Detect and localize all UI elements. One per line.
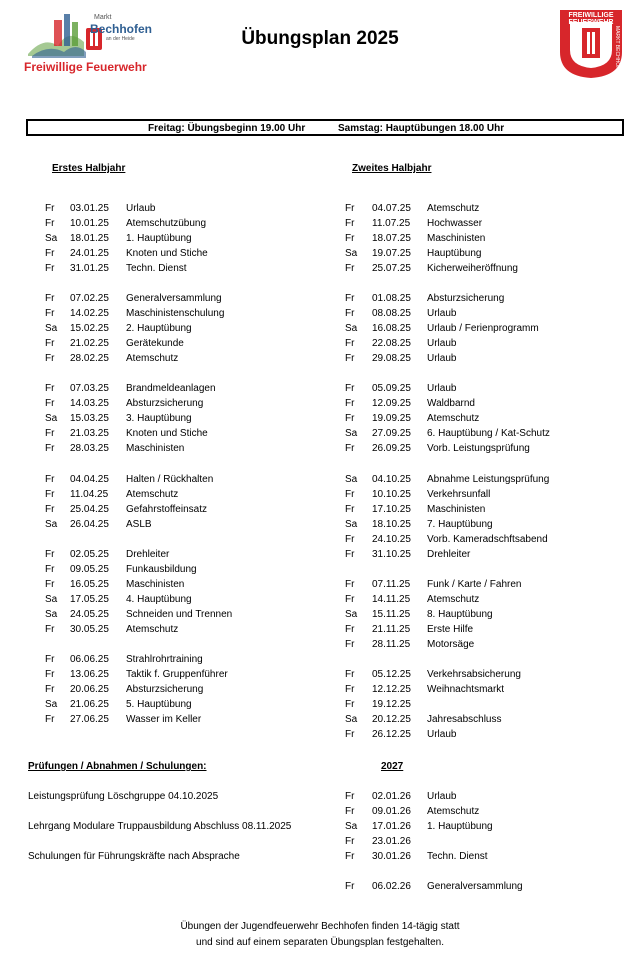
hours-banner [26,119,624,136]
topic-cell: Waldbarnd [427,398,475,409]
logo-line-heide: an der Heide [106,36,135,42]
date-cell: 10.01.25 [70,218,109,229]
topic-cell: 6. Hauptübung / Kat-Schutz [427,428,550,439]
topic-cell: Vorb. Leistungsprüfung [427,443,530,454]
topic-cell: Absturzsicherung [126,398,204,409]
date-cell: 14.02.25 [70,308,109,319]
day-cell: Fr [345,594,355,605]
topic-cell: 1. Hauptübung [126,233,192,244]
day-cell: Fr [45,684,55,695]
day-cell: Fr [45,579,55,590]
topic-cell: Motorsäge [427,639,475,650]
date-cell: 19.09.25 [372,413,411,424]
date-cell: 15.02.25 [70,323,109,334]
date-cell: 19.07.25 [372,248,411,259]
topic-cell: Absturzsicherung [126,684,204,695]
topic-cell: Hochwasser [427,218,483,229]
day-cell: Fr [45,489,55,500]
topic-cell: Atemschutz [427,203,480,214]
topic-cell: Maschinisten [427,233,486,244]
day-cell: Fr [45,714,55,725]
day-cell: Fr [345,791,355,802]
date-cell: 21.11.25 [372,624,411,635]
topic-cell: 1. Hauptübung [427,821,493,832]
exams-heading: Prüfungen / Abnahmen / Schulungen: [28,761,207,772]
day-cell: Fr [345,443,355,454]
date-cell: 29.08.25 [372,353,411,364]
topic-cell: 7. Hauptübung [427,519,493,530]
date-cell: 13.06.25 [70,669,109,680]
day-cell: Sa [45,609,58,620]
day-cell: Fr [45,293,55,304]
day-cell: Fr [45,443,55,454]
topic-cell: Taktik f. Gruppenführer [126,669,228,680]
day-cell: Fr [45,218,55,229]
topic-cell: Knoten und Stiche [126,248,208,259]
date-cell: 07.03.25 [70,383,109,394]
topic-cell: Kicherweiheröffnung [427,263,518,274]
topic-cell: Weihnachtsmarkt [427,684,505,695]
day-cell: Sa [345,248,358,259]
date-cell: 26.04.25 [70,519,109,530]
date-cell: 28.11.25 [372,639,411,650]
topic-cell: Atemschutzübung [126,218,207,229]
year-2027-heading: 2027 [381,761,404,772]
day-cell: Fr [345,353,355,364]
topic-cell: Gerätekunde [126,338,184,349]
footer-note [0,919,640,951]
topic-cell: 2. Hauptübung [126,323,192,334]
day-cell: Fr [45,504,55,515]
day-cell: Fr [345,699,355,710]
date-cell: 15.03.25 [70,413,109,424]
date-cell: 17.01.26 [372,821,411,832]
day-cell: Fr [45,564,55,575]
topic-cell: 4. Hauptübung [126,594,192,605]
topic-cell: Atemschutz [126,489,179,500]
topic-cell: ASLB [126,519,152,530]
day-cell: Sa [45,699,58,710]
date-cell: 31.01.25 [70,263,109,274]
friday-hours: Freitag: Übungsbeginn 19.00 Uhr [148,123,306,134]
date-cell: 20.06.25 [70,684,109,695]
day-cell: Fr [45,248,55,259]
date-cell: 09.01.26 [372,806,411,817]
day-cell: Fr [345,881,355,892]
date-cell: 02.05.25 [70,549,109,560]
date-cell: 30.05.25 [70,624,109,635]
topic-cell: Techn. Dienst [427,851,488,862]
topic-cell: Knoten und Stiche [126,428,208,439]
date-cell: 09.05.25 [70,564,109,575]
date-cell: 07.11.25 [372,579,411,590]
topic-cell: Generalversammlung [427,881,523,892]
day-cell: Fr [345,218,355,229]
day-cell: Fr [345,534,355,545]
date-cell: 06.02.26 [372,881,411,892]
first-half-heading: Erstes Halbjahr [52,163,126,174]
date-cell: 28.02.25 [70,353,109,364]
logo-line-markt: Markt [94,14,112,21]
day-cell: Fr [45,624,55,635]
topic-cell: Verkehrsunfall [427,489,491,500]
topic-cell: Drehleiter [427,549,471,560]
topic-cell: 5. Hauptübung [126,699,192,710]
topic-cell: Hauptübung [427,248,482,259]
date-cell: 01.08.25 [372,293,411,304]
day-cell: Fr [345,806,355,817]
date-cell: 05.12.25 [372,669,411,680]
day-cell: Fr [45,669,55,680]
page-title: Übungsplan 2025 [241,28,399,49]
day-cell: Fr [45,549,55,560]
date-cell: 22.08.25 [372,338,411,349]
day-cell: Fr [345,639,355,650]
date-cell: 25.04.25 [70,504,109,515]
day-cell: Sa [345,428,358,439]
date-cell: 11.04.25 [70,489,109,500]
day-cell: Sa [45,413,58,424]
badge-arc-bottom: MARKT BECHHOFEN [614,26,620,77]
day-cell: Fr [45,654,55,665]
day-cell: Fr [345,624,355,635]
day-cell: Fr [45,474,55,485]
date-cell: 20.12.25 [372,714,411,725]
day-cell: Fr [345,308,355,319]
date-cell: 04.10.25 [372,474,411,485]
topic-cell: Urlaub [427,383,457,394]
date-cell: 28.03.25 [70,443,109,454]
date-cell: 27.06.25 [70,714,109,725]
topic-cell: Urlaub [427,791,457,802]
topic-cell: Funk / Karte / Fahren [427,579,522,590]
date-cell: 04.07.25 [372,203,411,214]
topic-cell: Jahresabschluss [427,714,502,725]
day-cell: Fr [345,233,355,244]
day-cell: Fr [345,383,355,394]
day-cell: Fr [345,413,355,424]
feuerwehr-badge-logo [558,8,624,80]
date-cell: 26.09.25 [372,443,411,454]
second-half-heading: Zweites Halbjahr [352,163,432,174]
topic-cell: Strahlrohrtraining [126,654,203,665]
topic-cell: Maschinistenschulung [126,308,225,319]
day-cell: Fr [345,579,355,590]
topic-cell: 3. Hauptübung [126,413,192,424]
date-cell: 03.01.25 [70,203,109,214]
day-cell: Fr [345,293,355,304]
date-cell: 24.05.25 [70,609,109,620]
day-cell: Fr [345,489,355,500]
topic-cell: Atemschutz [126,624,179,635]
date-cell: 14.03.25 [70,398,109,409]
topic-cell: Atemschutz [427,413,480,424]
day-cell: Fr [45,338,55,349]
date-cell: 21.06.25 [70,699,109,710]
topic-cell: Urlaub [427,353,457,364]
date-cell: 08.08.25 [372,308,411,319]
day-cell: Fr [45,398,55,409]
topic-cell: Verkehrsabsicherung [427,669,521,680]
topic-cell: Drehleiter [126,549,170,560]
day-cell: Fr [45,353,55,364]
topic-cell: Urlaub [427,338,457,349]
topic-cell: Urlaub [126,203,156,214]
topic-cell: Generalversammlung [126,293,222,304]
date-cell: 07.02.25 [70,293,109,304]
date-cell: 26.12.25 [372,729,411,740]
logo-line-feuerwehr: Freiwillige Feuerwehr [24,60,147,74]
date-cell: 17.05.25 [70,594,109,605]
topic-cell: Urlaub [427,729,457,740]
date-cell: 06.06.25 [70,654,109,665]
topic-cell: Atemschutz [126,353,179,364]
date-cell: 18.01.25 [70,233,109,244]
logo-line-bechhofen: Bechhofen [90,22,153,36]
day-cell: Sa [345,609,358,620]
topic-cell: Halten / Rückhalten [126,474,214,485]
day-cell: Fr [45,428,55,439]
day-cell: Sa [345,821,358,832]
exam-item: Lehrgang Modulare Truppausbildung Abschluss 08.11.2025 [28,821,292,832]
day-cell: Sa [345,519,358,530]
day-cell: Sa [345,474,358,485]
day-cell: Fr [45,308,55,319]
topic-cell: Wasser im Keller [126,714,202,725]
day-cell: Sa [45,594,58,605]
topic-cell: Urlaub / Ferienprogramm [427,323,539,334]
day-cell: Fr [345,684,355,695]
topic-cell: Techn. Dienst [126,263,187,274]
topic-cell: 8. Hauptübung [427,609,493,620]
topic-cell: Funkausbildung [126,564,197,575]
date-cell: 27.09.25 [372,428,411,439]
day-cell: Fr [345,851,355,862]
day-cell: Sa [45,519,58,530]
topic-cell: Gefahrstoffeinsatz [126,504,207,515]
topic-cell: Urlaub [427,308,457,319]
day-cell: Fr [345,504,355,515]
date-cell: 24.01.25 [70,248,109,259]
topic-cell: Erste Hilfe [427,624,474,635]
date-cell: 02.01.26 [372,791,411,802]
date-cell: 18.10.25 [372,519,411,530]
date-cell: 15.11.25 [372,609,411,620]
day-cell: Fr [345,203,355,214]
day-cell: Fr [345,338,355,349]
day-cell: Fr [345,669,355,680]
day-cell: Fr [45,203,55,214]
day-cell: Fr [45,383,55,394]
date-cell: 05.09.25 [372,383,411,394]
topic-cell: Maschinisten [427,504,486,515]
exam-item: Leistungsprüfung Löschgruppe 04.10.2025 [28,791,219,802]
day-cell: Fr [345,263,355,274]
topic-cell: Maschinisten [126,443,185,454]
date-cell: 30.01.26 [372,851,411,862]
footer-line-2: und sind auf einem separaten Übungsplan festgehalten. [196,937,444,948]
date-cell: 17.10.25 [372,504,411,515]
topic-cell: Brandmeldeanlagen [126,383,216,394]
exam-item: Schulungen für Führungskräfte nach Absprache [28,851,240,862]
topic-cell: Atemschutz [427,594,480,605]
date-cell: 25.07.25 [372,263,411,274]
day-cell: Sa [345,714,358,725]
footer-line-1: Übungen der Jugendfeuerwehr Bechhofen finden 14-tägig statt [180,921,460,932]
topic-cell: Abnahme Leistungsprüfung [427,474,550,485]
date-cell: 16.05.25 [70,579,109,590]
topic-cell: Vorb. Kameradschftsabend [427,534,548,545]
date-cell: 12.12.25 [372,684,411,695]
day-cell: Sa [345,323,358,334]
day-cell: Sa [45,233,58,244]
date-cell: 16.08.25 [372,323,411,334]
topic-cell: Maschinisten [126,579,185,590]
day-cell: Fr [345,729,355,740]
date-cell: 21.02.25 [70,338,109,349]
date-cell: 19.12.25 [372,699,411,710]
date-cell: 24.10.25 [372,534,411,545]
date-cell: 04.04.25 [70,474,109,485]
day-cell: Fr [345,398,355,409]
day-cell: Sa [45,323,58,334]
day-cell: Fr [45,263,55,274]
date-cell: 21.03.25 [70,428,109,439]
date-cell: 10.10.25 [372,489,411,500]
topic-cell: Schneiden und Trennen [126,609,233,620]
topic-cell: Absturzsicherung [427,293,505,304]
date-cell: 12.09.25 [372,398,411,409]
date-cell: 31.10.25 [372,549,411,560]
date-cell: 23.01.26 [372,836,411,847]
day-cell: Fr [345,836,355,847]
saturday-hours: Samstag: Hauptübungen 18.00 Uhr [338,123,505,134]
date-cell: 11.07.25 [372,218,411,229]
date-cell: 18.07.25 [372,233,411,244]
topic-cell: Atemschutz [427,806,480,817]
badge-arc-top: FREIWILLIGE FEUERWEHR [568,12,614,26]
day-cell: Fr [345,549,355,560]
date-cell: 14.11.25 [372,594,411,605]
